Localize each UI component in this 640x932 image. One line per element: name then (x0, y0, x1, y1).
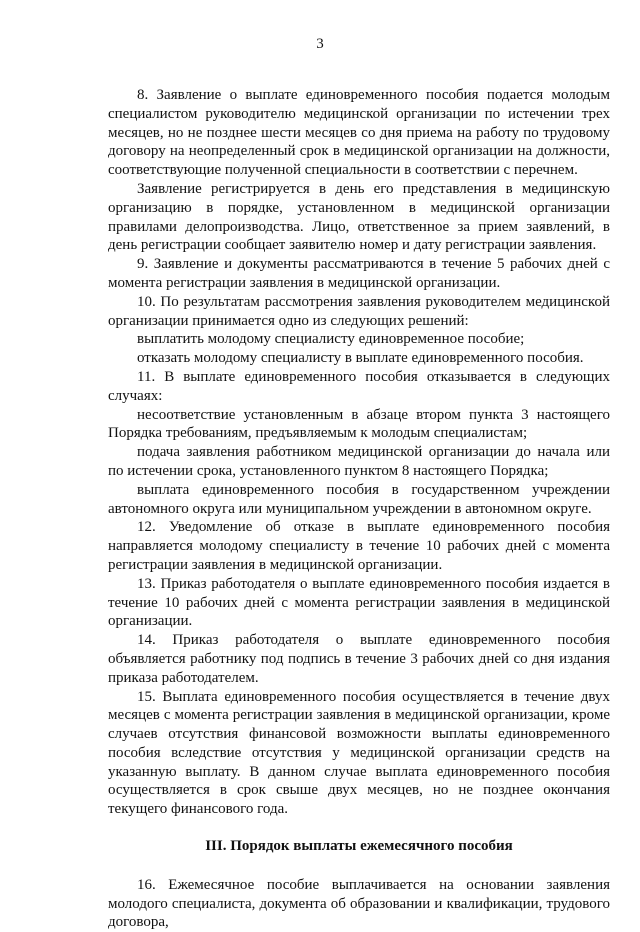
paragraph-8: 8. Заявление о выплате единовременного пособия подается молодым специалистом руководителю медицинской организации по истечении трех месяцев, но не позднее шести месяцев со дня приема на работу по трудовому договору на неопределенный срок в медицинской организации на должности, соответствующие полученной специальности в соответствии с перечнем. (108, 87, 610, 179)
paragraph-11: 11. В выплате единовременного пособия отказывается в следующих случаях: (108, 368, 610, 404)
paragraph-14: 14. Приказ работодателя о выплате единовременного пособия объявляется работнику под подпись в течение 3 рабочих дней со дня издания приказа работодателем. (108, 632, 610, 686)
paragraph-9: 9. Заявление и документы рассматриваются в течение 5 рабочих дней с момента регистрации заявления в медицинской организации. (108, 256, 610, 291)
paragraph-registration: Заявление регистрируется в день его представления в медицинскую организацию в порядке, установленном в медицинской организации правилами делопроизводства. Лицо, ответственное за прием заявлений, в день регистрации сообщает заявителю номер и дату регистрации заявления. (108, 180, 610, 254)
decision-option-refuse: отказать молодому специалисту в выплате единовременного пособия. (137, 350, 584, 367)
refusal-case-2: подача заявления работником медицинской организации до начала или по истечении срока, установленного пунктом 8 настоящего Порядка; (108, 444, 610, 479)
paragraph-12: 12. Уведомление об отказе в выплате единовременного пособия направляется молодому специалисту в течение 10 рабочих дней с момента регистрации заявления в медицинской организации. (108, 519, 610, 573)
paragraph-13: 13. Приказ работодателя о выплате единовременного пособия издается в течение 10 рабочих дней с момента регистрации заявления в медицинской организации. (108, 575, 610, 630)
refusal-case-1: несоответствие установленным в абзаце втором пункта 3 настоящего Порядка требованиям, предъявляемым к молодым специалистам; (108, 406, 610, 442)
paragraph-15: 15. Выплата единовременного пособия осуществляется в течение двух месяцев с момента регистрации заявления в медицинской организации, кроме случаев отсутствия финансовой возможности выплаты единовременного пособия вследствие отсутствия у медицинской организации средств на указанную выплату. В данном случае выплата единовременного пособия осуществляется в срок свыше двух месяцев, но не позднее окончания текущего финансового года. (108, 688, 610, 818)
refusal-case-3: выплата единовременного пособия в государственном учреждении автономного округа или муниципальном учреждении в автономном округе. (108, 481, 610, 517)
paragraph-10: 10. По результатам рассмотрения заявления руководителем медицинской организации принимается одно из следующих решений: (108, 293, 610, 329)
decision-option-pay: выплатить молодому специалисту единовременное пособие; (137, 331, 525, 348)
paragraph-16: 16. Ежемесячное пособие выплачивается на основании заявления молодого специалиста, документа об образовании и квалификации, трудового договора, (108, 876, 610, 931)
page-number: 3 (316, 36, 324, 52)
section-heading: III. Порядок выплаты ежемесячного пособия (205, 838, 513, 855)
document-body (108, 86, 610, 932)
